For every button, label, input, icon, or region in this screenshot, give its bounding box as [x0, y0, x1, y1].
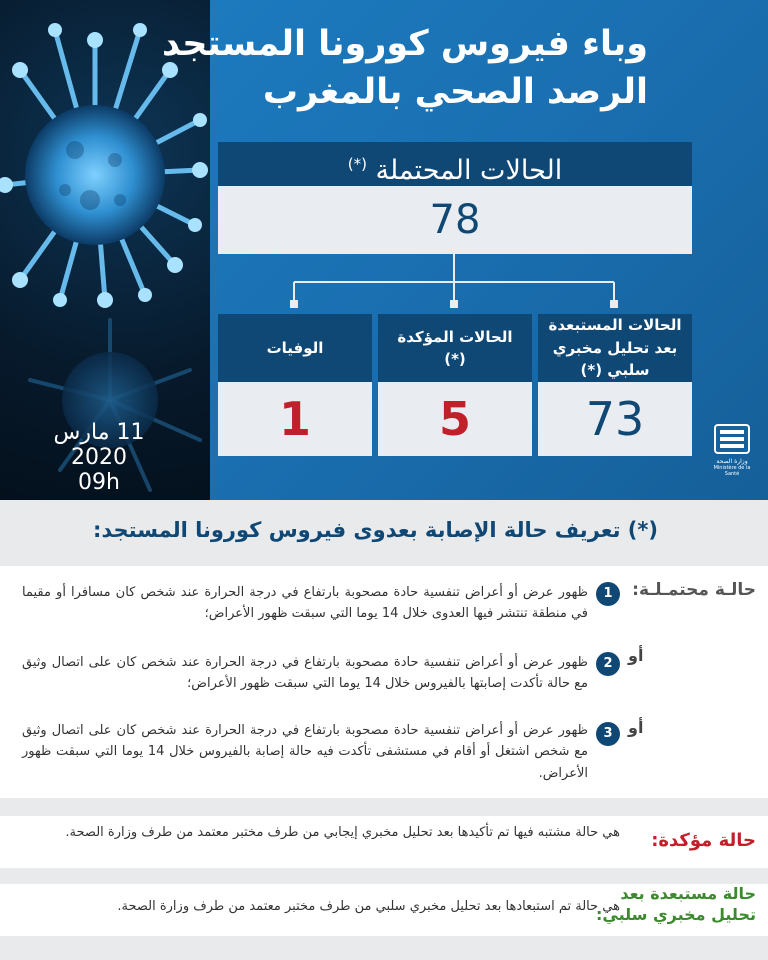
ministry-logo-icon [714, 424, 750, 454]
ministry-logo [708, 424, 756, 477]
excluded-case-label-line1: حالة مستبعدة بعد [620, 884, 756, 903]
probable-cases-mark: (*) [347, 155, 367, 173]
probable-cases-label: الحالات المحتملة [375, 155, 563, 186]
probable-criterion-1: ظهور عرض أو أعراض تنفسية حادة مصحوبة بارتفاع في درجة الحرارة عند شخص كان مسافرا أو مقيما في منطقة تنتشر فيها العدوى خلال 14 يوما التي سبقت ظهور الأعراض؛ [22, 585, 588, 622]
stat-deaths-label: الوفيات [218, 314, 372, 382]
or-word-2: أو [628, 718, 644, 737]
excluded-case-label [596, 884, 756, 926]
stat-confirmed-card [378, 314, 532, 456]
probable-cases-card [218, 142, 692, 254]
stat-excluded-label: الحالات المستبعدة بعد تحليل مخبري سلبي (*) [538, 314, 692, 382]
stat-excluded-card [538, 314, 692, 456]
stat-confirmed-label: الحالات المؤكدة (*) [378, 314, 532, 382]
stat-deaths-value: 1 [218, 382, 372, 456]
item-number-3: 3 [596, 722, 620, 746]
ministry-name-ar: وزارة الصحة [716, 458, 748, 465]
definitions-title: (*) تعريف حالة الإصابة بعدوى فيروس كورونا المستجد: [93, 518, 658, 542]
probable-cases-value: 78 [218, 186, 692, 254]
stat-deaths-card [218, 314, 372, 456]
stat-excluded-value: 73 [538, 382, 692, 456]
stat-confirmed-value: 5 [378, 382, 532, 456]
probable-criterion-2: ظهور عرض أو أعراض تنفسية حادة مصحوبة بارتفاع في درجة الحرارة عند شخص كان على اتصال وثيق مع حالة تأكدت إصابتها بالفيروس خلال 14 يوما التي سبقت ظهور الأعراض؛ [22, 655, 588, 692]
item-number-1: 1 [596, 582, 620, 606]
title-line-1: وباء فيروس كورونا المستجد [162, 24, 648, 64]
report-time: 09h [78, 470, 120, 495]
bottom-band [0, 936, 768, 960]
title-line-2: الرصد الصحي بالمغرب [262, 72, 648, 112]
probable-cases-header [218, 142, 692, 186]
or-word-1: أو [628, 646, 644, 665]
report-datetime [24, 420, 174, 495]
section-divider-1 [0, 798, 768, 816]
confirmed-case-label: حالة مؤكدة: [651, 830, 756, 851]
item-number-2: 2 [596, 652, 620, 676]
probable-case-label: حالـة محتمـلـة: [632, 580, 756, 600]
excluded-case-label-line2: تحليل مخبري سلبي: [596, 904, 756, 924]
tree-connector [280, 254, 630, 316]
report-date: 11 مارس 2020 [53, 420, 145, 470]
section-divider-2 [0, 868, 768, 884]
confirmed-case-definition: هي حالة مشتبه فيها تم تأكيدها بعد تحليل مخبري إيجابي من طرف مختبر معتمد من طرف وزارة الصحة. [65, 825, 620, 840]
excluded-case-definition: هي حالة تم استبعادها بعد تحليل مخبري سلبي من طرف مختبر معتمد من طرف وزارة الصحة. [117, 899, 620, 914]
ministry-name-fr: Ministère de la Santé [713, 465, 751, 477]
probable-criterion-3: ظهور عرض أو أعراض تنفسية حادة مصحوبة بارتفاع في درجة الحرارة عند شخص كان على اتصال وثيق مع شخص اشتغل أو أقام في مستشفى تأكدت فيه حالة إصابة بالفيروس خلال 14 يوما التي سبقت ظهور الأعراض. [22, 723, 588, 781]
